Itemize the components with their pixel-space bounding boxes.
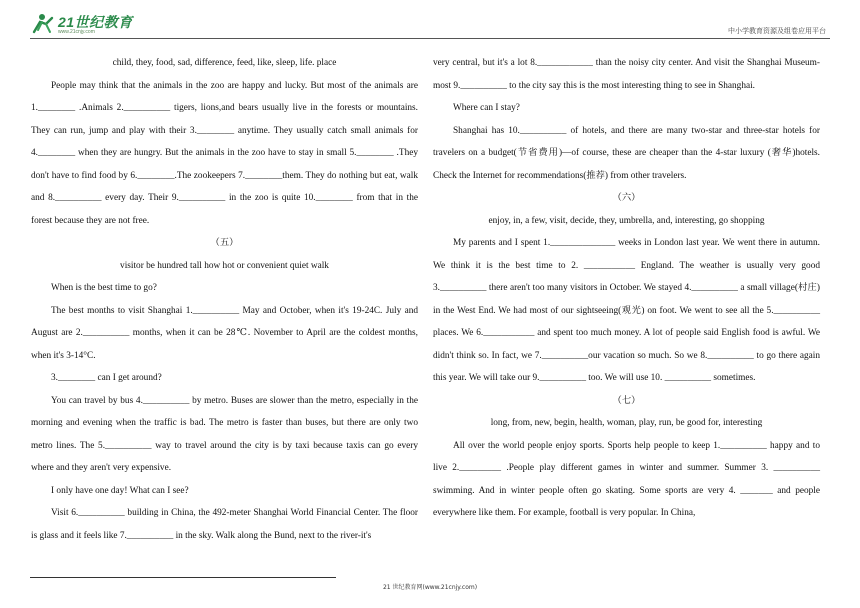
passage-paragraph: When is the best time to go? xyxy=(51,283,157,293)
passage-paragraph: very central, but it's a lot 8.____________ than the noisy city center. And visit the Shanghai Museum-most 9.__________ to the city say this is the most interesting thing to see in Shanghai. xyxy=(433,58,820,91)
word-bank: visitor be hundred tall how hot or convenient quiet walk xyxy=(120,260,329,271)
passage-paragraph: Shanghai has 10.__________ of hotels, and there are many two-star and three-star hotels for travelers on a budget(节省费用)—of course, these are cheaper than the 4-star luxury (奢华)hotels. Check the Internet for recommendations(推荐) from other travelers. xyxy=(433,125,820,181)
passage-paragraph: All over the world people enjoy sports. Sports help people to keep 1.__________ happy and to live 2._________ .People play different games in winter and summer. Summer 3. __________ swimming. And in winter people often go skating. Some sports are very 4. _______ and people everywhere like them. For example, football is very popular. In China, xyxy=(433,440,820,518)
passage-paragraph: The best months to visit Shanghai 1.__________ May and October, when it's 19-24C. July and August are 2.__________ months, when it can be 28℃. November to April are the coldest months, when it's 3-14°C. xyxy=(31,305,418,361)
passage-paragraph: Where can I stay? xyxy=(453,103,520,113)
section-number: （五） xyxy=(210,238,239,248)
passage-paragraph: My parents and I spent 1.______________ weeks in London last year. We went there in autumn. We think it is the best time to 2. ___________ England. The weather is usually very good 3.__________ there aren't too many visitors in October. We stayed 4.__________ a small village(村庄) in the West End. We had most of our sightseeing(观光) on foot. We went to see all the 5.__________ places. We 6.___________ and spent too much money. A lot of people said English food is awful. We didn't think so. In fact, we 7.__________our vacation so much. So we 8.__________ to go there again this year. We will take our 9.__________ too. We will use 10. __________ sometimes. xyxy=(433,238,820,383)
passage-paragraph: 3.________ can I get around? xyxy=(51,373,162,383)
page-header xyxy=(0,0,860,40)
left-column xyxy=(31,52,418,547)
platform-name: 中小学教育资源及组卷应用平台 xyxy=(728,27,826,35)
word-bank: child, they, food, sad, difference, feed, like, sleep, life. place xyxy=(112,58,337,68)
word-bank: long, from, new, begin, health, woman, play, run, be good for, interesting xyxy=(490,418,763,428)
passage-paragraph: People may think that the animals in the zoo are happy and lucky. But most of the animals are 1.________ .Animals 2.__________ tigers, lions,and bears usually live in the forests or mountains. They can run, jump and play with their 3.________ anytime. They usually catch small animals for 4.________ when they are hungry. But the animals in the zoo have to stay in small 5.________ .They don't have to find food by 6.________.The zookeepers 7.________them. They do nothing but eat, walk and 8.__________ every day. Their 9.__________ in the zoo is quite 10.________ from that in the forest because they are not free. xyxy=(31,80,418,226)
section-number: （七） xyxy=(612,395,641,406)
passage-paragraph: I only have one day! What can I see? xyxy=(51,485,189,496)
logo-url: www.21cnjy.com xyxy=(58,29,95,35)
right-column xyxy=(433,52,820,525)
page-footer: 21 世纪教育网(www.21cnjy.com) xyxy=(382,584,478,591)
footer-divider xyxy=(30,577,336,578)
header-divider xyxy=(30,38,830,39)
logo-text: 21世纪教育 xyxy=(58,14,133,30)
section-number: （六） xyxy=(612,193,641,203)
passage-paragraph: You can travel by bus 4.__________ by metro. Buses are slower than the metro, especially in the morning and evening when the traffic is bad. The metro is faster than buses, but there are only two metro lines. The 5.__________ way to travel around the city is by taxi because taxis can go every where and they aren't very expensive. xyxy=(31,395,418,473)
word-bank: enjoy, in, a few, visit, decide, they, umbrella, and, interesting, go shopping xyxy=(488,215,765,226)
passage-paragraph: Visit 6.__________ building in China, the 492-meter Shanghai World Financial Center. The floor is glass and it feels like 7.__________ in the sky. Walk along the Bund, next to the river-it's xyxy=(31,508,418,541)
